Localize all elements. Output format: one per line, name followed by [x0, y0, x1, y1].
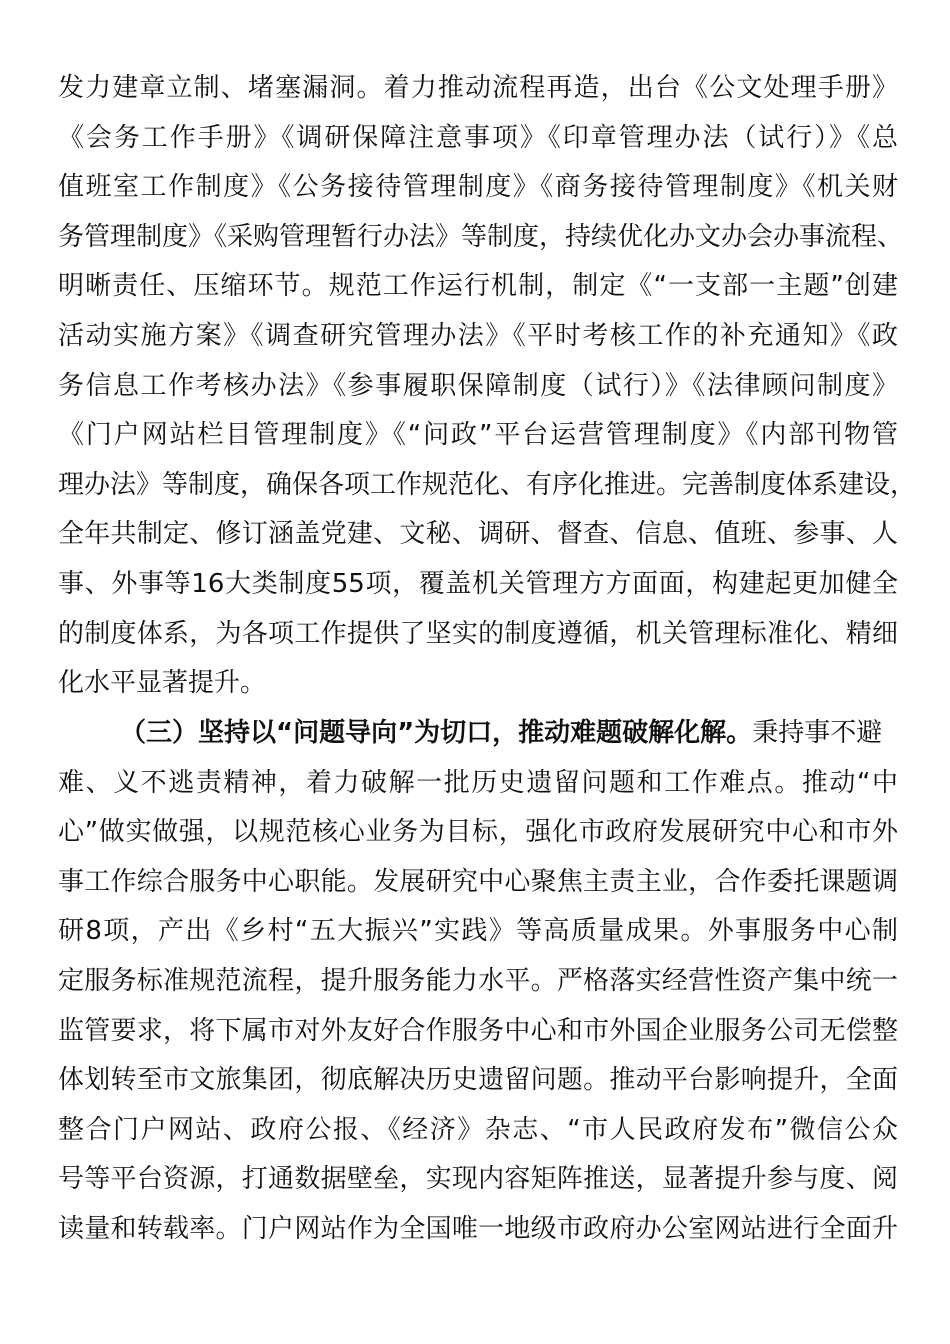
- paragraph-line: 事、外事等16大类制度55项，覆盖机关管理方方面面，构建起更加健全: [58, 568, 898, 599]
- paragraph-line: 明晰责任、压缩环节。规范工作运行机制，制定《“一支部一主题”创建: [58, 271, 898, 302]
- paragraph-line: 化水平显著提升。: [58, 668, 267, 699]
- paragraph-line: 务管理制度》《采购管理暂行办法》等制度，持续优化办文办会办事流程、: [58, 221, 904, 252]
- paragraph-line: 务信息工作考核办法》《参事履职保障制度（试行）》《法律顾问制度》: [58, 370, 898, 401]
- paragraph-line: 号等平台资源，打通数据壁垒，实现内容矩阵推送，显著提升参与度、阅: [58, 1164, 898, 1195]
- paragraph-line: 整合门户网站、政府公报、《经济》杂志、“市人民政府发布”微信公众: [58, 1114, 898, 1145]
- paragraph-line: 事工作综合服务中心职能。发展研究中心聚焦主责主业，合作委托课题调: [58, 866, 898, 897]
- paragraph-line: 值班室工作制度》《公务接待管理制度》《商务接待管理制度》《机关财: [58, 172, 898, 203]
- paragraph-line: 监管要求，将下属市对外友好合作服务中心和市外国企业服务公司无偿整: [58, 1015, 898, 1046]
- paragraph-line: 全年共制定、修订涵盖党建、文秘、调研、督查、信息、值班、参事、人: [58, 519, 898, 550]
- section-heading: （三）坚持以“问题导向”为切口，推动难题破解化解。: [120, 718, 753, 748]
- paragraph-line: 难、义不逃责精神，着力破解一批历史遗留问题和工作难点。推动“中: [58, 767, 898, 798]
- paragraph-line: 理办法》等制度，确保各项工作规范化、有序化推进。完善制度体系建设，: [58, 469, 917, 500]
- paragraph-line: 读量和转载率。门户网站作为全国唯一地级市政府办公室网站进行全面升: [58, 1213, 898, 1244]
- paragraph-line: 发力建章立制、堵塞漏洞。着力推动流程再造，出台《公文处理手册》: [58, 73, 898, 103]
- paragraph-line: 的制度体系，为各项工作提供了坚实的制度遵循，机关管理标准化、精细: [58, 618, 898, 649]
- paragraph-line: 心”做实做强，以规范核心业务为目标，强化市政府发展研究中心和市外: [58, 817, 898, 848]
- body-paragraph-1: [58, 64, 917, 709]
- paragraph-line: 定服务标准规范流程，提升服务能力水平。严格落实经营性资产集中统一: [58, 965, 898, 996]
- paragraph-line-rest: 秉持事不避: [752, 718, 883, 748]
- body-paragraph-2: [58, 709, 898, 1255]
- paragraph-line: 研8项，产出《乡村“五大振兴”实践》等高质量成果。外事服务中心制: [58, 916, 898, 947]
- paragraph-line: 《会务工作手册》《调研保障注意事项》《印章管理办法（试行）》《总: [58, 122, 898, 153]
- paragraph-line: 活动实施方案》《调查研究管理办法》《平时考核工作的补充通知》《政: [58, 320, 898, 351]
- paragraph-first-line: [58, 709, 898, 759]
- paragraph-line: 《门户网站栏目管理制度》《“问政”平台运营管理制度》《内部刊物管: [58, 420, 898, 451]
- paragraph-line: 体划转至市文旅集团，彻底解决历史遗留问题。推动平台影响提升，全面: [58, 1065, 898, 1096]
